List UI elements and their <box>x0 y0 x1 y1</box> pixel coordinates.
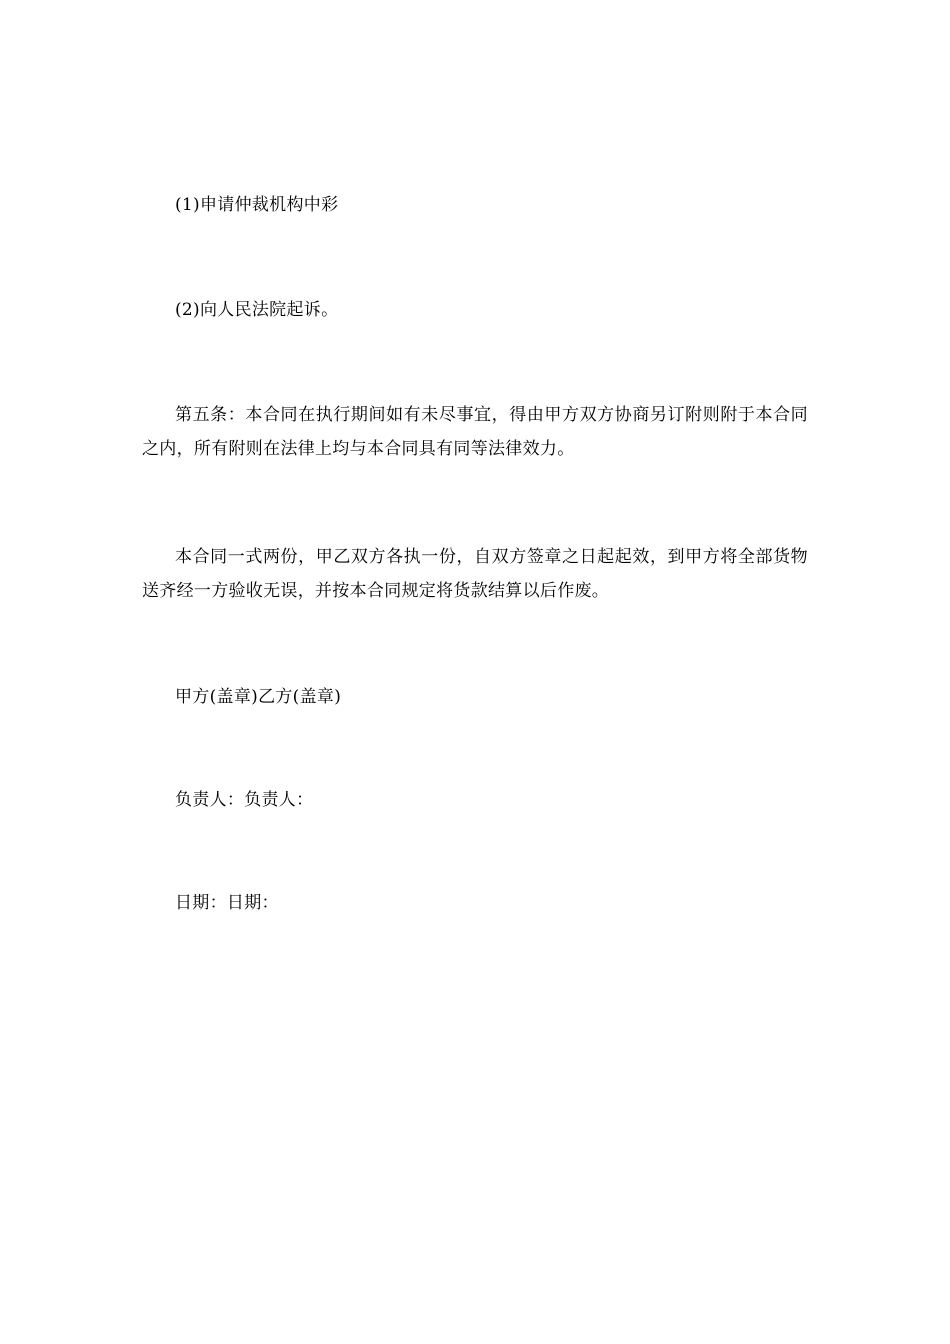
article-five-paragraph: 第五条：本合同在执行期间如有未尽事宜，得由甲方双方协商另订附则附于本合同之内，所有附则在法律上均与本合同具有同等法律效力。 <box>142 405 808 459</box>
copies-validity-paragraph: 本合同一式两份，甲乙双方各执一份，自双方签章之日起起效，到甲方将全部货物送齐经一方验收无误，并按本合同规定将货款结算以后作废。 <box>142 547 808 601</box>
date-line: 日期：日期： <box>175 893 279 913</box>
clause-item-court: (2)向人民法院起诉。 <box>175 300 339 320</box>
clause-item-arbitration: (1)申请仲裁机构中彩 <box>175 195 339 215</box>
responsible-person-line: 负责人：负责人： <box>175 790 314 810</box>
seal-line: 甲方(盖章)乙方(盖章) <box>175 687 342 707</box>
